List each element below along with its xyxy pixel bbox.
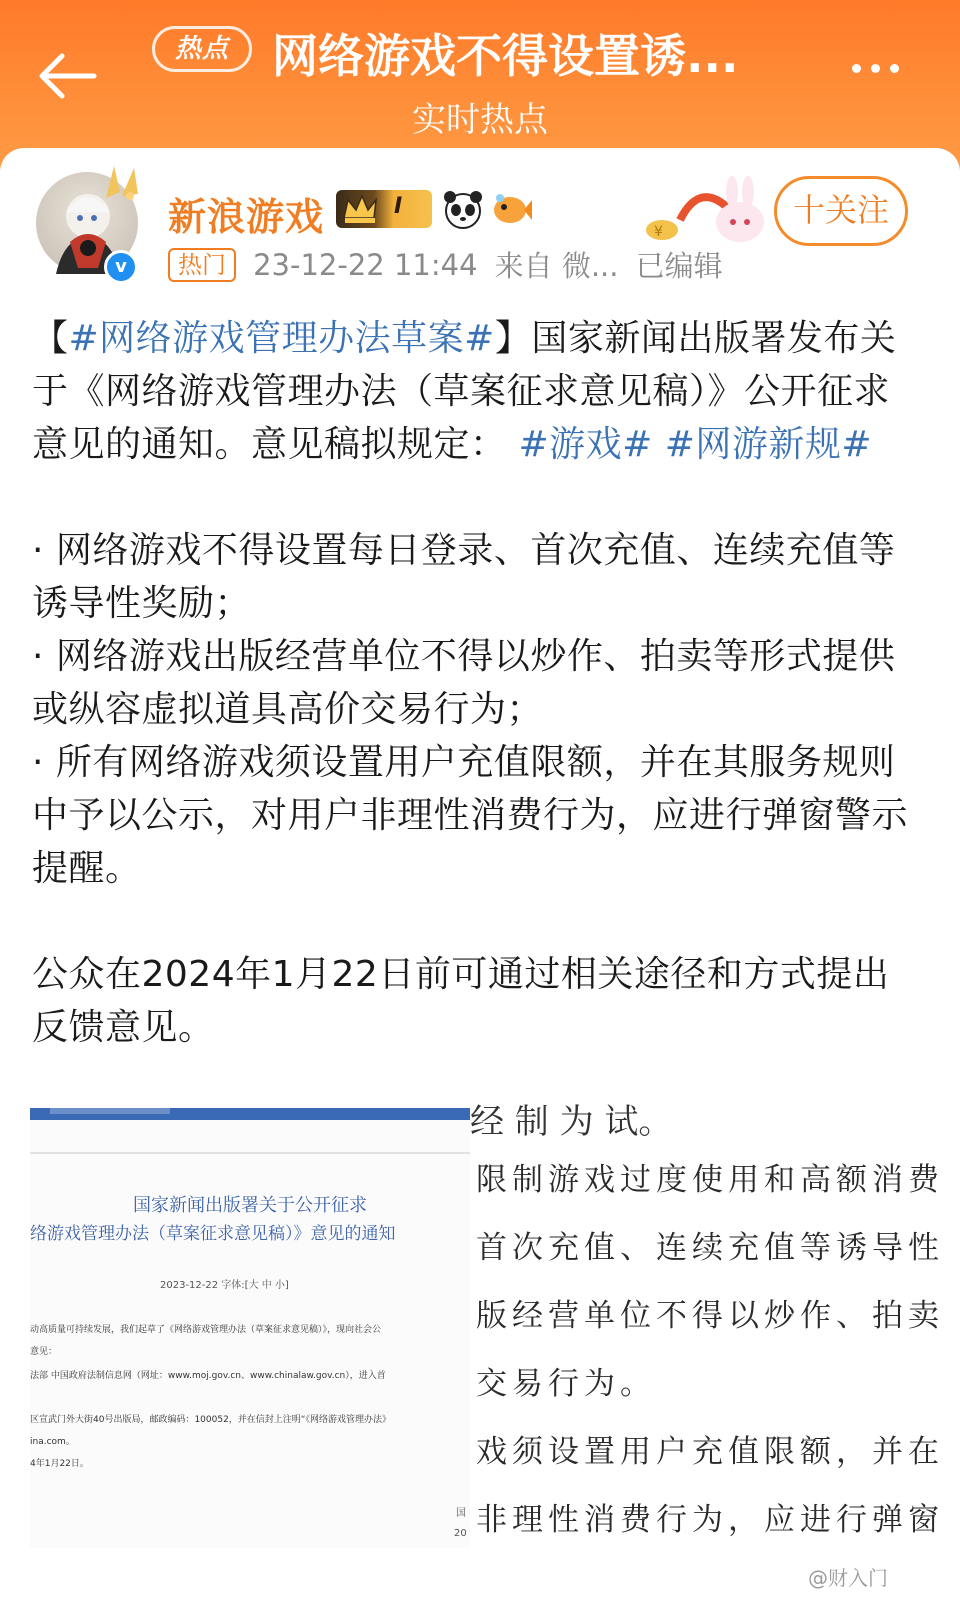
fish-icon — [490, 188, 532, 230]
verified-badge-icon: v — [104, 250, 138, 284]
spacer — [32, 471, 912, 524]
bullet-item: · 所有网络游戏须设置用户充值限额，并在其服务规则中予以公示，对用户非理性消费行为，应进行弹窗警示提醒。 — [32, 742, 909, 889]
svg-text:¥: ¥ — [654, 224, 663, 240]
follow-button[interactable]: 十关注 — [774, 176, 908, 246]
doc-header-bar — [50, 1108, 170, 1114]
post-meta — [168, 244, 723, 284]
more-dots-icon — [852, 64, 861, 73]
divider — [30, 1152, 470, 1154]
doc-line: 区宣武门外大街40号出版局，邮政编码：100052，并在信封上注明“《网络游戏管理办法》 — [30, 1415, 391, 1425]
crown-vip-icon — [336, 190, 432, 228]
page-title: 网络游戏不得设置诱... — [272, 29, 739, 83]
post-text — [32, 312, 912, 1054]
hot-tag: 热门 — [168, 248, 236, 282]
edited-label[interactable]: 已编辑 — [635, 249, 723, 283]
intro-text: 国家新闻出版署发布关于《网络游戏管理办法（草案征求意见稿）》公开征求意见的通知。意见稿拟规定： — [32, 318, 897, 465]
crown-icon — [340, 190, 380, 228]
panda-icon — [442, 188, 484, 230]
post-source[interactable]: 来自 微... — [494, 249, 619, 283]
doc-line: 法部 中国政府法制信息网（网址：www.moj.gov.cn、www.chinalaw.gov.cn），进入首 — [30, 1371, 386, 1381]
topic-link-main[interactable]: #网络游戏管理办法草案# — [68, 318, 495, 359]
closing-text: 公众在2024年1月22日前可通过相关途径和方式提出反馈意见。 — [32, 954, 890, 1048]
doc-title: 络游戏管理办法（草案征求意见稿）》意见的通知 — [30, 1224, 396, 1244]
topic-link-rules[interactable]: #网游新规# — [664, 424, 873, 465]
doc-date: 2023-12-22 字体:[大 中 小] — [160, 1280, 289, 1291]
topic-link-game[interactable]: #游戏# — [518, 424, 653, 465]
document-zoom-image[interactable] — [454, 1102, 944, 1558]
page-subtitle: 实时热点 — [412, 100, 548, 140]
post-intro — [32, 312, 912, 471]
top-bar — [0, 0, 960, 170]
document-screenshot-image[interactable] — [30, 1108, 470, 1548]
bullet-item: · 网络游戏出版经营单位不得以炒作、拍卖等形式提供或纵容虚拟道具高价交易行为； — [32, 636, 896, 730]
more-dots-icon — [890, 64, 899, 73]
zoom-line: 首次充值、连续充值等诱导性 — [476, 1230, 944, 1266]
vip-level: I — [394, 194, 403, 219]
avatar-decoration-icon — [100, 162, 144, 202]
more-button[interactable] — [852, 58, 912, 88]
hot-pill: 热点 — [152, 26, 252, 72]
bullet-item: · 网络游戏不得设置每日登录、首次充值、连续充值等诱导性奖励； — [32, 530, 896, 624]
doc-title: 国家新闻出版署关于公开征求 — [133, 1195, 367, 1216]
author-name[interactable]: 新浪游戏 — [168, 195, 325, 239]
rabbit-decoration-icon — [640, 180, 780, 250]
zoom-line: 经 制 为 试。 — [470, 1102, 673, 1142]
zoom-line: 版经营单位不得以炒作、拍卖 — [476, 1298, 944, 1334]
zoom-side-mark: 国 — [456, 1508, 466, 1519]
post-timestamp: 23-12-22 11:44 — [253, 247, 478, 282]
doc-line: ina.com。 — [30, 1437, 75, 1447]
doc-line: 4年1月22日。 — [30, 1459, 89, 1469]
zoom-line: 戏须设置用户充值限额，并在 — [476, 1434, 944, 1470]
bracket-open: 【 — [32, 318, 69, 359]
spacer — [32, 895, 912, 948]
zoom-side-mark: 20 — [454, 1528, 467, 1539]
doc-line: 意见： — [30, 1347, 58, 1357]
doc-line: 动高质量可持续发展，我们起草了《网络游戏管理办法（草案征求意见稿）》，现向社会公 — [30, 1325, 382, 1335]
more-dots-icon — [871, 64, 880, 73]
bracket-close: 】 — [494, 318, 532, 359]
zoom-line: 限制游戏过度使用和高额消费 — [476, 1162, 944, 1198]
zoom-line: 交易行为。 — [476, 1366, 656, 1402]
zoom-line: 非理性消费行为，应进行弹窗 — [476, 1502, 944, 1538]
watermark: @财入门 — [808, 1566, 888, 1590]
